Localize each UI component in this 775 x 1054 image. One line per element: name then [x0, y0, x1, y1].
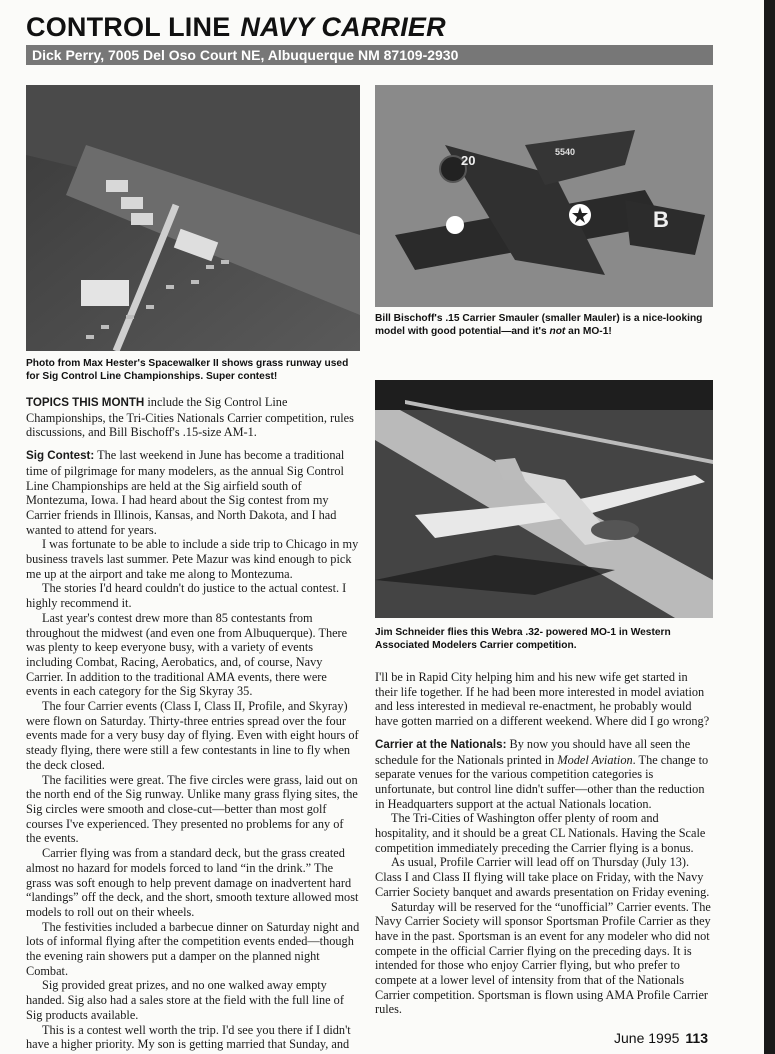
column-title: [26, 12, 446, 43]
nationals-paragraph: [375, 737, 713, 812]
wing-code: 5540: [555, 147, 576, 157]
fuselage-number: 20: [461, 153, 476, 168]
scan-edge: [764, 0, 775, 1054]
nationals-magazine: Model Aviation: [557, 752, 633, 767]
paragraph-four-events: The four Carrier events (Class I, Class II, Profile, and Skyray) were flown on Saturday. Thirty-three entries spread over the four events made for a very busy day of flying. Even with eight hours of steady flying, there were still a few contestants in line to fly when the deck closed.: [26, 699, 359, 772]
page-number: 113: [685, 1030, 708, 1046]
paragraph-prizes: Sig provided great prizes, and no one walked away empty handed. Sig also had a sales store at the field with the full line of Sig products available.: [26, 978, 344, 1022]
mo1-model-photo: [375, 380, 713, 618]
aerial-photo-caption: Photo from Max Hester's Spacewalker II shows grass runway used for Sig Control Line Championships. Super contest!: [26, 358, 349, 382]
title-italic: NAVY CARRIER: [240, 12, 446, 42]
paragraph-fortunate: I was fortunate to be able to include a side trip to Chicago in my business travels last summer. Pete Mazur was kind enough to pick me up at the airport and take me along to Montezuma.: [26, 537, 359, 581]
paragraph-facilities: The facilities were great. The five circles were grass, laid out on the north end of the Sig runway. Unlike many grass flying sites, the Sig circles were smooth and close-cut—better than most golf courses I've experienced. They presented no problems for any of the events.: [26, 772, 358, 846]
nationals-text-2: . The change to separate venues for the various competition categories is unfortunate, but control line didn't suffer—other than the reduction in Headquarters support at the actual Nationals location.: [375, 752, 709, 811]
smauler-photo-caption: [375, 312, 713, 338]
paragraph-last-year: Last year's contest drew more than 85 contestants from throughout the midwest (and even one from Albuquerque). There was plenty to keep everyone busy, with a variety of events including Combat, Racing, Aerobatics, and, of course, Navy Carrier. In addition to the traditional AMA events, there were events in each category for the Sig Skyray 35.: [26, 610, 348, 699]
title-main: CONTROL LINE: [26, 12, 231, 42]
topics-paragraph: [26, 395, 360, 440]
paragraph-saturday: Saturday will be reserved for the “unofficial” Carrier events. The Navy Carrier Society will sponsor Sportsman Profile Carrier as they have in the past. Sportsman is an event for any modeler who did not compete in the official Carrier flying on the preceding days. It is intended for those who enjoy Carrier flying, but who prefer to compete at a lower level of intensity from that of the Nationals Carrier competition. Sportsman is flown using AMA Profile Carrier rules.: [375, 899, 711, 1017]
paragraph-rapid-city: I'll be in Rapid City helping him and his new wife get started in their life together. If he had been more interested in model aviation and less interested in medieval re-enactment, he probably would have gotten married on a different weekend. Where did I go wrong?: [375, 670, 710, 729]
aerial-field-photo: [26, 85, 360, 351]
left-column: [26, 395, 360, 1052]
paragraph-worth: This is a contest well worth the trip. I'd see you there if I didn't have a higher priority. My son is getting married that Sunday, and: [26, 1022, 351, 1052]
issue-date: June 1995: [614, 1030, 680, 1046]
smauler-caption-emphasis: not: [549, 326, 566, 337]
paragraph-as-usual: As usual, Profile Carrier will lead off on Thursday (July 13). Class I and Class II flying will take place on Friday, with the Navy Carrier Society banquet and awards presentation on Friday evening.: [375, 855, 710, 899]
byline-bar: Dick Perry, 7005 Del Oso Court NE, Albuquerque NM 87109-2930: [26, 45, 713, 65]
paragraph-tri-cities: The Tri-Cities of Washington offer plenty of room and hospitality, and it should be a great CL Nationals. Having the Scale competition immediately preceding the Carrier flying is a bonus.: [375, 811, 706, 855]
paragraph-stories: The stories I'd heard couldn't do justice to the actual contest. I highly recommend it.: [26, 581, 347, 611]
topics-text: include the Sig Control Line Championships, the Tri-Cities Nationals Carrier competition, rules discussions, and Bill Bischoff's .15-size AM-1.: [26, 395, 354, 440]
right-column: [375, 670, 713, 1017]
nationals-text-1: By now you should have all seen the schedule for the Nationals printed in: [375, 736, 691, 767]
nationals-runin: Carrier at the Nationals:: [375, 737, 507, 751]
smauler-caption-text-2: an MO-1!: [568, 326, 612, 337]
sig-text: The last weekend in June has become a traditional time of pilgrimage for many modelers, as the annual Sig Control Line Championships are held at the Sig airfield south of Montezuma, Iowa. I had heard about the Sig contest from my Carrier friends in Illinois, Kansas, and North Dakota, and I had wanted to attend for years.: [26, 448, 345, 537]
paragraph-festivities: The festivities included a barbecue dinner on Saturday night and lots of informal flying after the competition events ended—though the evening rain showers put a damper on the planned night Combat.: [26, 919, 360, 978]
smauler-caption-text-1: Bill Bischoff's .15 Carrier Smauler (smaller Mauler) is a nice-looking model with good potential—and it's: [375, 313, 703, 337]
sig-runin: Sig Contest:: [26, 449, 95, 463]
sig-paragraph: [26, 448, 360, 537]
mo1-photo-caption: Jim Schneider flies this Webra .32- powered MO-1 in Western Associated Modelers Carrier competition.: [375, 627, 671, 651]
topics-runin: TOPICS THIS MONTH: [26, 396, 145, 409]
smauler-model-illustration: [375, 85, 713, 307]
smauler-model-photo: [375, 85, 713, 307]
aerial-field-illustration: [26, 85, 360, 351]
mo1-model-illustration: [375, 380, 713, 618]
tail-letter: B: [653, 207, 669, 232]
page-footer: [614, 1030, 708, 1046]
paragraph-carrier-flying: Carrier flying was from a standard deck, but the grass created almost no hazard for models forced to land “in the drink.” The grass was soft enough to help prevent damage on inadvertent hard “landings” off the deck, and the short, smooth texture allowed most models to roll out on their wheels.: [26, 846, 359, 919]
